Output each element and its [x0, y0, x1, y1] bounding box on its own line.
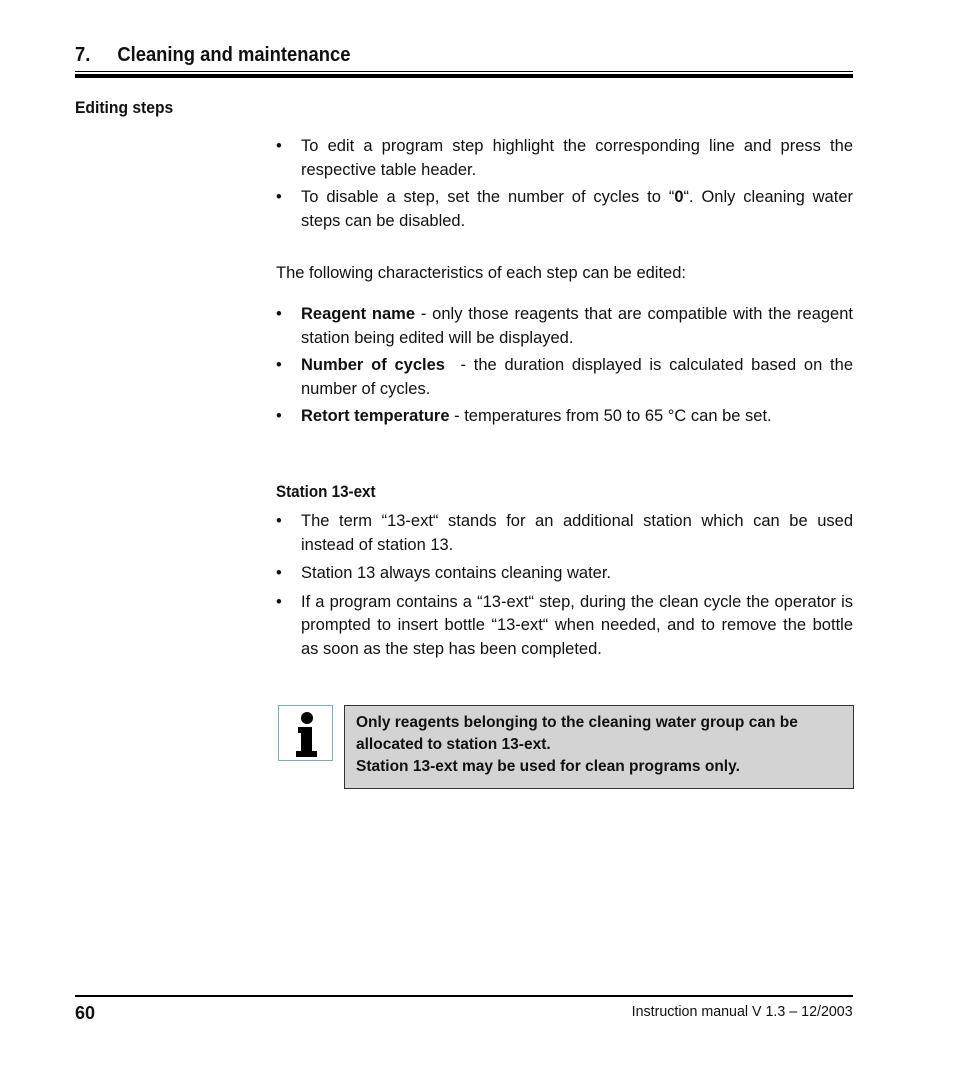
editing-bullet-list — [276, 135, 853, 233]
list-item — [276, 303, 853, 350]
item-text: - temperatures from 50 to 65 °C can be set. — [449, 407, 772, 425]
bullet: • — [276, 564, 282, 582]
editing-steps-heading: Editing steps — [75, 98, 174, 117]
item-text: - the duration displayed is calculated based on the number of cycles. — [301, 356, 858, 398]
item-text: To disable a step, set the number of cycles to “ — [301, 188, 675, 206]
bullet: • — [276, 305, 282, 323]
item-text: The term “13-ext“ stands for an additional station which can be used instead of station 13. — [301, 512, 853, 554]
note-box — [344, 705, 854, 789]
item-text: “. Only cleaning water steps can be disabled. — [301, 188, 853, 230]
bullet: • — [276, 188, 282, 206]
bullet: • — [276, 356, 282, 374]
bullet: • — [276, 407, 282, 425]
list-item — [276, 510, 853, 557]
item-term: Retort temperature — [301, 407, 450, 425]
note-line-2: Station 13-ext may be used for clean programs only. — [356, 758, 740, 775]
chapter-number: 7. — [75, 44, 91, 66]
characteristics-intro: The following characteristics of each step can be edited: — [276, 264, 686, 282]
item-term: Reagent name — [301, 305, 416, 323]
station-bullet-list — [276, 510, 853, 661]
note-line-1: Only reagents belonging to the cleaning water group can be allocated to station 13-ext. — [356, 714, 798, 753]
item-text: - only those reagents that are compatible with the reagent station being edited will be displayed. — [301, 305, 853, 347]
info-icon-graphic — [279, 706, 332, 760]
chapter-heading — [75, 44, 350, 67]
bullet: • — [276, 512, 282, 530]
characteristics-list — [276, 303, 858, 429]
info-icon — [278, 705, 333, 761]
list-item — [276, 405, 853, 429]
item-text: To edit a program step highlight the corresponding line and press the respective table header. — [301, 137, 853, 179]
list-item — [276, 354, 858, 401]
manual-version: Instruction manual V 1.3 – 12/2003 — [631, 1003, 853, 1020]
list-item — [276, 135, 853, 182]
bullet: • — [276, 137, 282, 155]
item-text-bold: 0 — [674, 188, 684, 206]
footer-rule — [75, 995, 853, 997]
list-item — [276, 562, 853, 586]
station-heading: Station 13-ext — [276, 483, 376, 501]
bullet: • — [276, 592, 282, 611]
item-text: If a program contains a “13-ext“ step, during the clean cycle the operator is prompted to insert bottle “13-ext“ when needed, and to remove the bottle as soon as the step has been completed. — [301, 592, 853, 658]
item-term: Number of cycles — [301, 356, 445, 374]
page-number: 60 — [75, 1003, 96, 1023]
header-rule-thick — [75, 74, 853, 78]
list-item — [276, 186, 853, 233]
chapter-title: Cleaning and maintenance — [117, 44, 351, 66]
header-rule-thin — [75, 71, 853, 72]
item-text: Station 13 always contains cleaning water. — [301, 564, 612, 582]
list-item — [276, 591, 853, 662]
